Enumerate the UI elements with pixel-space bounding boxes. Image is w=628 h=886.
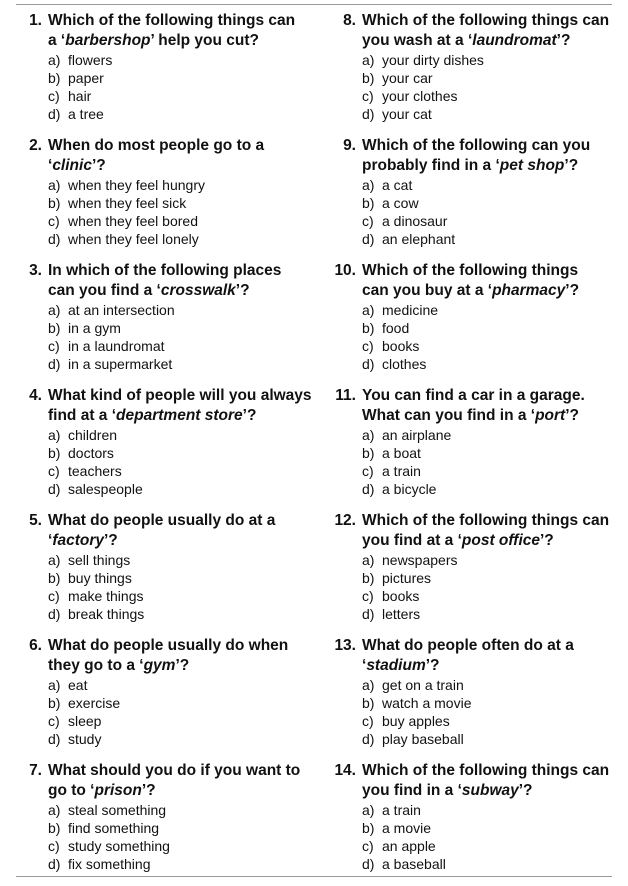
question-text: ’? xyxy=(235,282,250,299)
answer-option[interactable]: a) your dirty dishes xyxy=(362,52,484,68)
answer-option[interactable]: a) a cat xyxy=(362,177,413,193)
answer-option[interactable]: d) letters xyxy=(362,606,421,622)
key-term: port xyxy=(535,407,566,424)
question-number: 1. xyxy=(29,12,42,29)
question-12 xyxy=(332,511,622,636)
question-text: Which of the following things can xyxy=(362,512,610,529)
answer-option[interactable]: c) a dinosaur xyxy=(362,213,448,229)
question-text: ‘ xyxy=(48,532,53,549)
question-text: Which of the following things can xyxy=(362,12,610,29)
answer-option[interactable]: c) your clothes xyxy=(362,88,458,104)
answer-option[interactable]: b) your car xyxy=(362,70,433,86)
question-text: ’ help you cut? xyxy=(150,32,260,49)
key-term: gym xyxy=(143,657,176,674)
question-text: ’? xyxy=(141,782,156,799)
right-column xyxy=(332,11,622,886)
answer-option[interactable]: a) eat xyxy=(48,677,88,693)
question-number: 6. xyxy=(29,637,42,654)
answer-option[interactable]: a) sell things xyxy=(48,552,131,568)
key-term: factory xyxy=(52,532,104,549)
answer-option[interactable]: b) paper xyxy=(48,70,104,86)
answer-option[interactable]: d) study xyxy=(48,731,102,747)
question-text: Which of the following things xyxy=(362,262,579,279)
question-text: ’? xyxy=(175,657,190,674)
question-text: ’? xyxy=(425,657,440,674)
question-text: you wash at a ‘ xyxy=(362,32,473,49)
question-text: In which of the following places xyxy=(48,262,282,279)
answer-option[interactable]: c) buy apples xyxy=(362,713,450,729)
answer-option[interactable]: d) play baseball xyxy=(362,731,464,747)
question-text: can you buy at a ‘ xyxy=(362,282,493,299)
answer-option[interactable]: b) doctors xyxy=(48,445,114,461)
question-text: What should you do if you want to xyxy=(48,762,301,779)
question-number: 4. xyxy=(29,387,42,404)
question-number: 2. xyxy=(29,137,42,154)
answer-option[interactable]: d) a tree xyxy=(48,106,104,122)
answer-option[interactable]: d) a baseball xyxy=(362,856,446,872)
answer-option[interactable]: c) when they feel bored xyxy=(48,213,198,229)
answer-option[interactable]: d) salespeople xyxy=(48,481,143,497)
question-1 xyxy=(18,11,316,136)
question-text: find at a ‘ xyxy=(48,407,117,424)
question-text: you find in a ‘ xyxy=(362,782,462,799)
answer-option[interactable]: c) make things xyxy=(48,588,144,604)
question-number: 11. xyxy=(335,387,356,404)
question-number: 5. xyxy=(29,512,42,529)
answer-option[interactable]: d) in a supermarket xyxy=(48,356,173,372)
answer-option[interactable]: c) books xyxy=(362,588,420,604)
question-text: What do people usually do at a xyxy=(48,512,276,529)
question-text: ’? xyxy=(540,532,554,549)
question-2 xyxy=(18,136,316,261)
question-8 xyxy=(332,11,622,136)
question-text: ’? xyxy=(556,32,571,49)
question-7 xyxy=(18,761,316,886)
answer-option[interactable]: b) a movie xyxy=(362,820,432,836)
left-column xyxy=(18,11,316,886)
question-text: What kind of people will you always xyxy=(48,387,312,404)
question-number: 7. xyxy=(29,762,42,779)
answer-option[interactable]: b) find something xyxy=(48,820,160,836)
question-number: 12. xyxy=(334,512,356,529)
question-number: 13. xyxy=(334,637,356,654)
question-text: ’? xyxy=(104,532,118,549)
answer-option[interactable]: a) get on a train xyxy=(362,677,464,693)
question-text: they go to a ‘ xyxy=(48,657,144,674)
question-text: can you find a ‘ xyxy=(48,282,161,299)
answer-option[interactable]: c) books xyxy=(362,338,420,354)
question-11 xyxy=(332,386,622,511)
answer-option[interactable]: c) hair xyxy=(48,88,92,104)
key-term: stadium xyxy=(366,657,426,674)
question-number: 14. xyxy=(334,762,356,779)
key-term: department store xyxy=(116,407,243,424)
answer-option[interactable]: a) newspapers xyxy=(362,552,458,568)
answer-option[interactable]: a) a train xyxy=(362,802,421,818)
key-term: laundromat xyxy=(472,32,557,49)
question-text: Which of the following can you xyxy=(362,137,591,154)
question-4 xyxy=(18,386,316,511)
question-text: probably find in a ‘ xyxy=(362,157,500,174)
answer-option[interactable]: b) in a gym xyxy=(48,320,121,336)
question-text: What can you find in a ‘ xyxy=(362,407,536,424)
question-3 xyxy=(18,261,316,386)
top-rule xyxy=(16,4,612,5)
question-text: a ‘ xyxy=(48,32,66,49)
question-text: ’? xyxy=(565,407,580,424)
key-term: prison xyxy=(94,782,142,799)
answer-option[interactable]: a) medicine xyxy=(362,302,439,318)
answer-option[interactable]: d) clothes xyxy=(362,356,427,372)
answer-option[interactable]: d) fix something xyxy=(48,856,151,872)
key-term: crosswalk xyxy=(160,282,236,299)
question-6 xyxy=(18,636,316,761)
question-text: You can find a car in a garage. xyxy=(362,387,585,404)
answer-option[interactable]: b) buy things xyxy=(48,570,132,586)
key-term: post office xyxy=(461,532,540,549)
question-number: 8. xyxy=(343,12,356,29)
answer-option[interactable]: b) food xyxy=(362,320,410,336)
answer-option[interactable]: c) study something xyxy=(48,838,170,854)
answer-option[interactable]: a) flowers xyxy=(48,52,113,68)
question-number: 3. xyxy=(29,262,42,279)
key-term: subway xyxy=(461,782,519,799)
answer-option[interactable]: b) when they feel sick xyxy=(48,195,187,211)
answer-option[interactable]: c) teachers xyxy=(48,463,122,479)
question-text: Which of the following things can xyxy=(48,12,296,29)
answer-option[interactable]: c) sleep xyxy=(48,713,102,729)
answer-option[interactable]: d) an elephant xyxy=(362,231,456,247)
question-text: Which of the following things can xyxy=(362,762,610,779)
answer-option[interactable]: a) children xyxy=(48,427,118,443)
question-text: you find at a ‘ xyxy=(362,532,462,549)
question-text: When do most people go to a xyxy=(48,137,265,154)
question-text: ‘ xyxy=(48,157,53,174)
question-number: 9. xyxy=(343,137,356,154)
key-term: clinic xyxy=(52,157,92,174)
question-text: ’? xyxy=(564,157,579,174)
answer-option[interactable]: c) in a laundromat xyxy=(48,338,165,354)
answer-option[interactable]: b) watch a movie xyxy=(362,695,472,711)
question-text: ’? xyxy=(518,782,533,799)
answer-option[interactable]: b) pictures xyxy=(362,570,432,586)
answer-option[interactable]: d) your cat xyxy=(362,106,432,122)
question-text: ’? xyxy=(242,407,257,424)
question-text: What do people often do at a xyxy=(362,637,574,654)
answer-option[interactable]: c) an apple xyxy=(362,838,436,854)
key-term: pet shop xyxy=(499,157,565,174)
question-10 xyxy=(332,261,622,386)
answer-option[interactable]: b) a cow xyxy=(362,195,419,211)
key-term: pharmacy xyxy=(492,282,566,299)
question-number: 10. xyxy=(334,262,356,279)
question-text: ’? xyxy=(91,157,106,174)
key-term: barbershop xyxy=(65,32,151,49)
question-text: go to ‘ xyxy=(48,782,95,799)
question-9 xyxy=(332,136,622,261)
answer-option[interactable]: d) when they feel lonely xyxy=(48,231,199,247)
question-text: ’? xyxy=(565,282,580,299)
question-14 xyxy=(332,761,622,886)
answer-option[interactable]: d) a bicycle xyxy=(362,481,437,497)
answer-option[interactable]: b) exercise xyxy=(48,695,121,711)
answer-option[interactable]: a) an airplane xyxy=(362,427,452,443)
question-text: What do people usually do when xyxy=(48,637,289,654)
answer-option[interactable]: d) break things xyxy=(48,606,145,622)
question-5 xyxy=(18,511,316,636)
answer-option[interactable]: a) at an intersection xyxy=(48,302,175,318)
answer-option[interactable]: b) a boat xyxy=(362,445,421,461)
question-text: ‘ xyxy=(362,657,367,674)
answer-option[interactable]: a) when they feel hungry xyxy=(48,177,205,193)
question-13 xyxy=(332,636,622,761)
answer-option[interactable]: c) a train xyxy=(362,463,421,479)
answer-option[interactable]: a) steal something xyxy=(48,802,167,818)
bottom-rule xyxy=(16,876,612,877)
